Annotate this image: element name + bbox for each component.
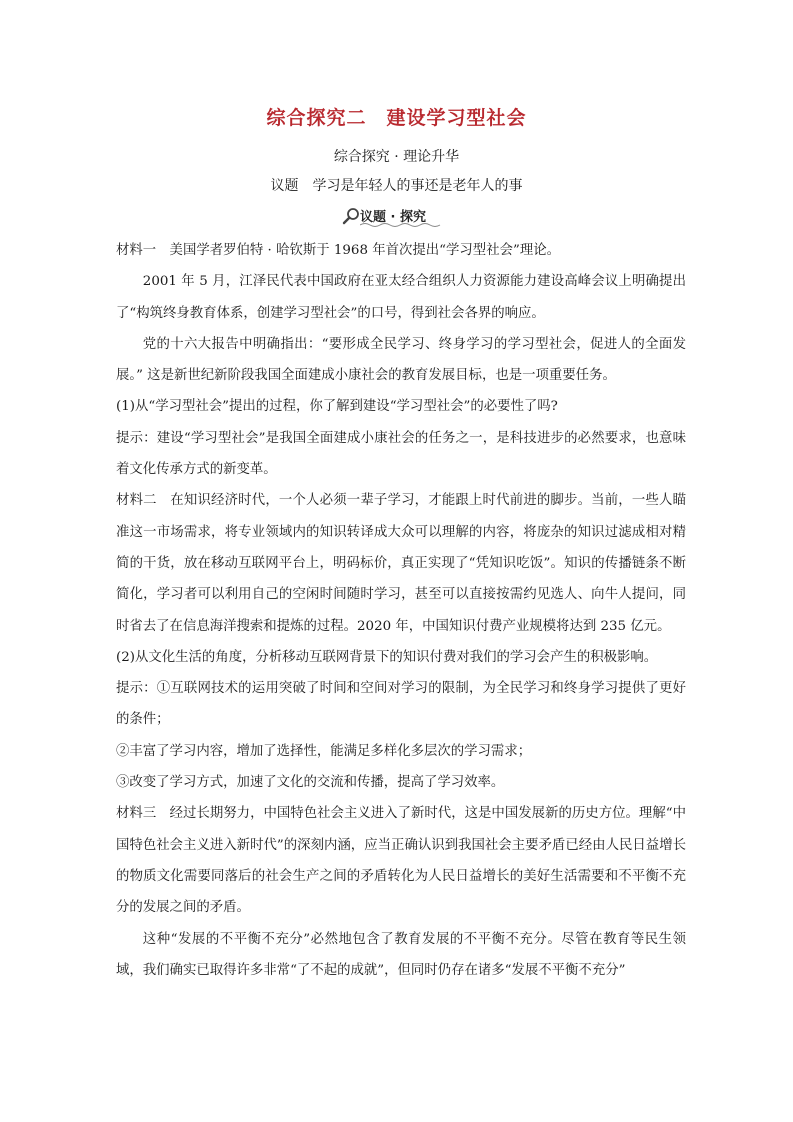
topic-label: 议题 [270, 178, 299, 194]
material-one-para-3: 党的十六大报告中明确指出：“要形成全民学习、终身学习的学习型社会，促进人的全面发展。” 这是新世纪新阶段我国全面建成小康社会的教育发展目标，也是一项重要任务。 [116, 336, 686, 384]
hint-one: 提示：建设“学习型社会”是我国全面建成小康社会的任务之一，是科技进步的必然要求，也意味着文化传承方式的新变革。 [116, 430, 686, 478]
material-one-intro: 材料一 美国学者罗伯特 · 哈钦斯于 1968 年首次提出“学习型社会”理论。 [116, 243, 560, 258]
section-badge [342, 205, 444, 227]
hint-two-c: ③改变了学习方式，加速了文化的交流和传播，提高了学习效率。 [116, 775, 505, 791]
section-subtitle: 综合探究 · 理论升华 [333, 149, 460, 165]
topic-text: 学习是年轻人的事还是老年人的事 [312, 178, 523, 194]
badge-label: 议题 · 探究 [360, 210, 426, 225]
material-one-para-2: 2001 年 5 月，江泽民代表中国政府在亚太经合组织人力资源能力建设高峰会议上明确提出了“构筑终身教育体系，创建学习型社会”的口号，得到社会各界的响应。 [116, 274, 686, 321]
page-title: 综合探究二 建设学习型社会 [266, 107, 527, 129]
material-three-para-2: 这种“发展的不平衡不充分”必然地包含了教育发展的不平衡不充分。尽管在教育等民生领域，我们确实已取得许多非常“了不起的成就”，但同时仍存在诸多“发展不平衡不充分” [116, 931, 686, 978]
material-two: 材料二 在知识经济时代，一个人必须一辈子学习，才能跟上时代前进的脚步。当前，一些人瞄准这一市场需求，将专业领域内的知识转译成大众可以理解的内容，将庞杂的知识过滤成相对精简的干货，放在移动互联网平台上，明码标价，真正实现了“凭知识吃饭”。知识的传播链条不断简化，学习者可以利用自己的空闲时间随时学习，甚至可以直接按需约见选人、向牛人提问，同时省去了在信息海洋搜索和提炼的过程。2020 年，中国知识付费产业规模将达到 235 亿元。 [116, 493, 686, 634]
material-three: 材料三 经过长期努力，中国特色社会主义进入了新时代，这是中国发展新的历史方位。理解“中国特色社会主义进入新时代”的深刻内涵，应当正确认识到我国社会主要矛盾已经由人民日益增长的物质文化需要同落后的社会生产之间的矛盾转化为人民日益增长的美好生活需要和不平衡不充分的发展之间的矛盾。 [116, 806, 686, 916]
body-text [116, 235, 686, 986]
hint-two-b: ②丰富了学习内容，增加了选择性，能满足多样化多层次的学习需求； [116, 743, 532, 759]
question-two: (2)从文化生活的角度，分析移动互联网背景下的知识付费对我们的学习会产生的积极影响。 [116, 649, 658, 665]
magnifier-icon [342, 207, 360, 225]
wave-underline-icon [360, 222, 444, 228]
topic-line [0, 175, 793, 195]
question-one: (1)从“学习型社会”提出的过程，你了解到建设“学习型社会”的必要性了吗? [116, 399, 558, 415]
hint-two-a: 提示：①互联网技术的运用突破了时间和空间对学习的限制，为全民学习和终身学习提供了更好的条件； [116, 681, 686, 728]
